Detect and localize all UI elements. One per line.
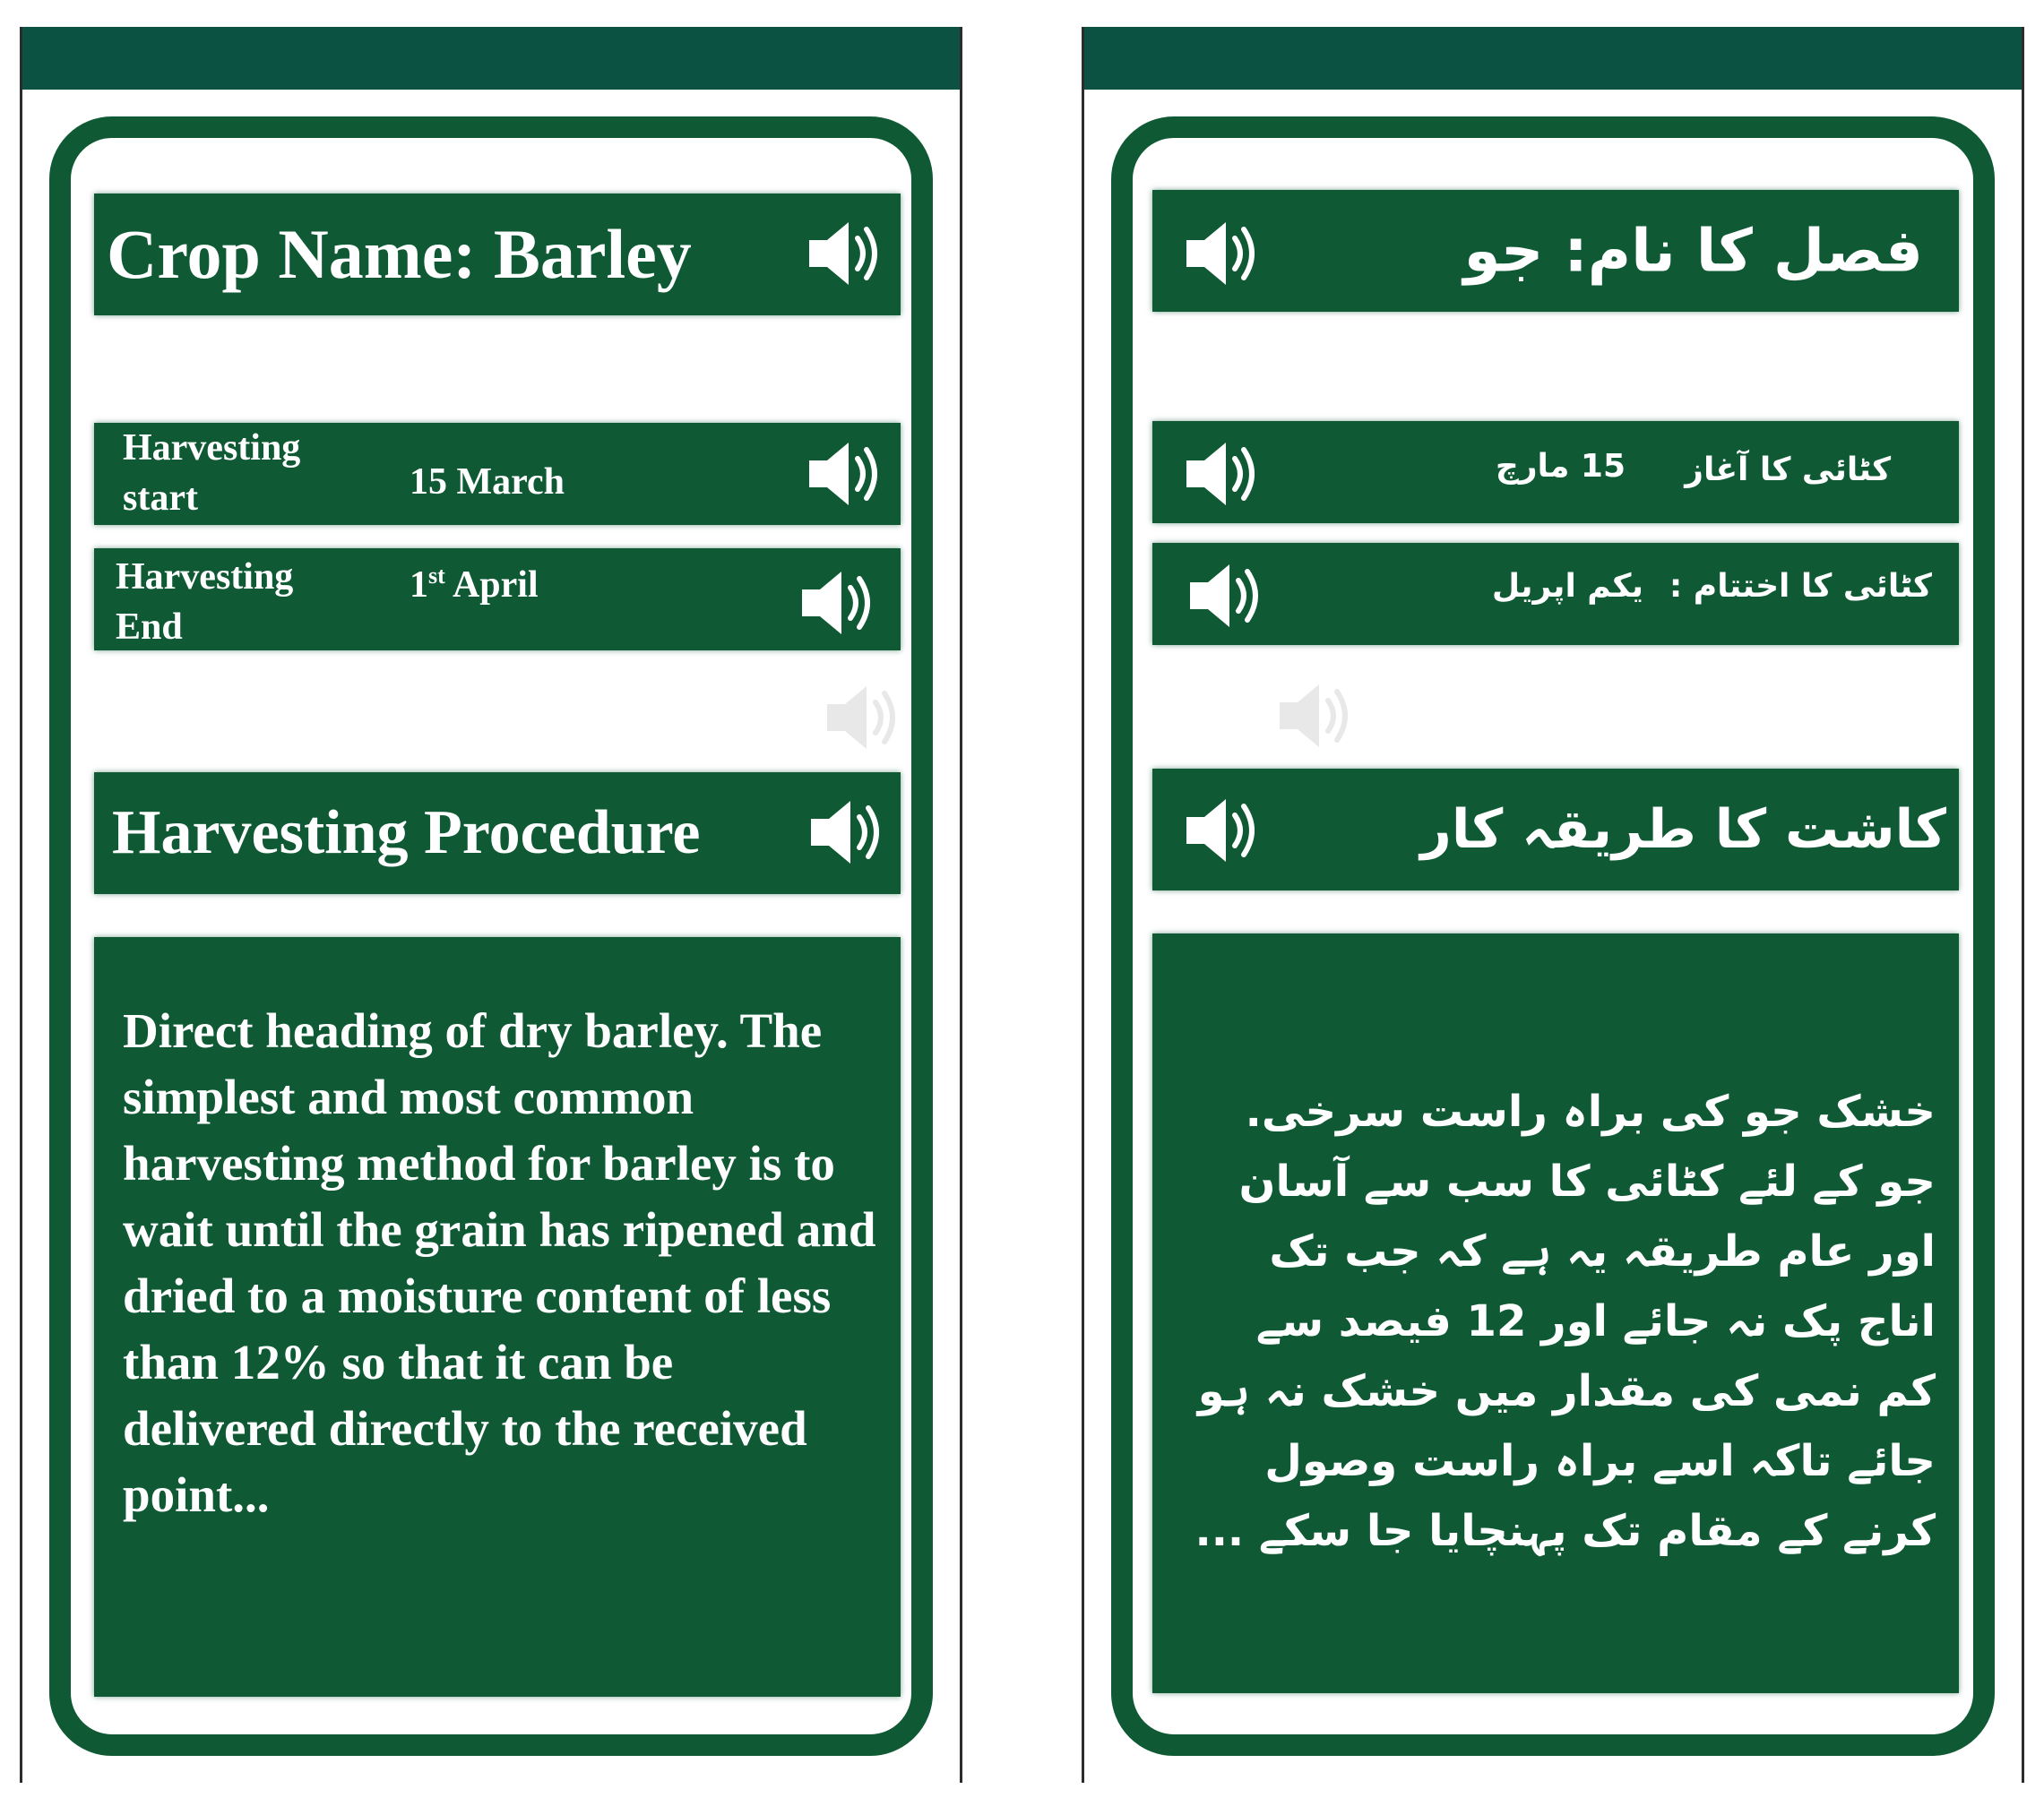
status-bar: [22, 27, 960, 90]
harvest-end-day: 1: [410, 564, 428, 606]
speaker-icon-faded: [1272, 675, 1362, 756]
harvest-end-label-line1: Harvesting: [116, 556, 294, 598]
crop-name-bar: [94, 194, 901, 315]
english-screen: [20, 27, 962, 1783]
harvest-start-label: [123, 423, 300, 523]
procedure-title-bar: [94, 772, 901, 894]
crop-name-title: فصل کا نام: جو: [1463, 216, 1923, 286]
crop-name-title: Crop Name: Barley: [107, 215, 692, 293]
status-bar: [1084, 27, 2022, 90]
speaker-icon[interactable]: [1179, 213, 1269, 294]
procedure-panel: [94, 937, 901, 1697]
harvest-start-value: 15 March: [410, 461, 565, 503]
harvest-start-value: 15 مارچ: [1495, 448, 1626, 485]
speaker-icon[interactable]: [795, 563, 884, 643]
speaker-icon[interactable]: [802, 434, 892, 514]
harvest-start-label-line2: start: [123, 477, 198, 519]
urdu-screen: [1082, 27, 2024, 1783]
procedure-title: کاشت کا طریقہ کار: [1420, 798, 1946, 861]
speaker-icon[interactable]: [1179, 790, 1269, 871]
procedure-title: Harvesting Procedure: [112, 798, 701, 867]
harvest-end-label-line2: End: [116, 606, 183, 648]
harvest-end-value: یکم اپریل: [1491, 568, 1643, 605]
harvest-start-bar: [1152, 421, 1959, 523]
harvest-start-label: کٹائی کا آغاز: [1685, 452, 1891, 488]
harvest-end-bar: [94, 548, 901, 650]
harvest-start-label-line1: Harvesting: [123, 427, 301, 469]
harvest-end-bar: [1152, 543, 1959, 645]
procedure-panel: [1152, 933, 1959, 1693]
crop-name-bar: [1152, 190, 1959, 312]
procedure-title-bar: [1152, 769, 1959, 890]
procedure-text: خشک جو کی براہ راست سرخی. جو کے لئے کٹائی کا سب سے آسان اور عام طریقہ یہ ہے کہ جب تک اناج پک نہ جائے اور 12 فیصد سے کم نمی کی مقدار میں خشک نہ ہو جائے تاکہ اسے براہ راست وصول کرنے کے مقام تک پہنچایا جا سکے ...: [1194, 1087, 1936, 1556]
harvest-end-month: April: [444, 564, 539, 606]
speaker-icon-faded: [820, 677, 910, 758]
speaker-icon[interactable]: [804, 792, 893, 873]
harvest-start-bar: [94, 423, 901, 525]
speaker-icon[interactable]: [1183, 555, 1272, 636]
harvest-end-ordinal: st: [428, 563, 445, 589]
harvest-end-value: [410, 563, 539, 606]
procedure-text: Direct heading of dry barley. The simplest and most common harvesting method for barley is to wait until the grain has ripened and dried to a moisture content of less than 12% so that it can be delivered directly to the received point...: [123, 1003, 876, 1522]
speaker-icon[interactable]: [802, 213, 892, 294]
harvest-end-label: کٹائی کا اختتام :: [1669, 568, 1932, 605]
harvest-end-label: [116, 552, 293, 652]
speaker-icon[interactable]: [1179, 434, 1269, 514]
